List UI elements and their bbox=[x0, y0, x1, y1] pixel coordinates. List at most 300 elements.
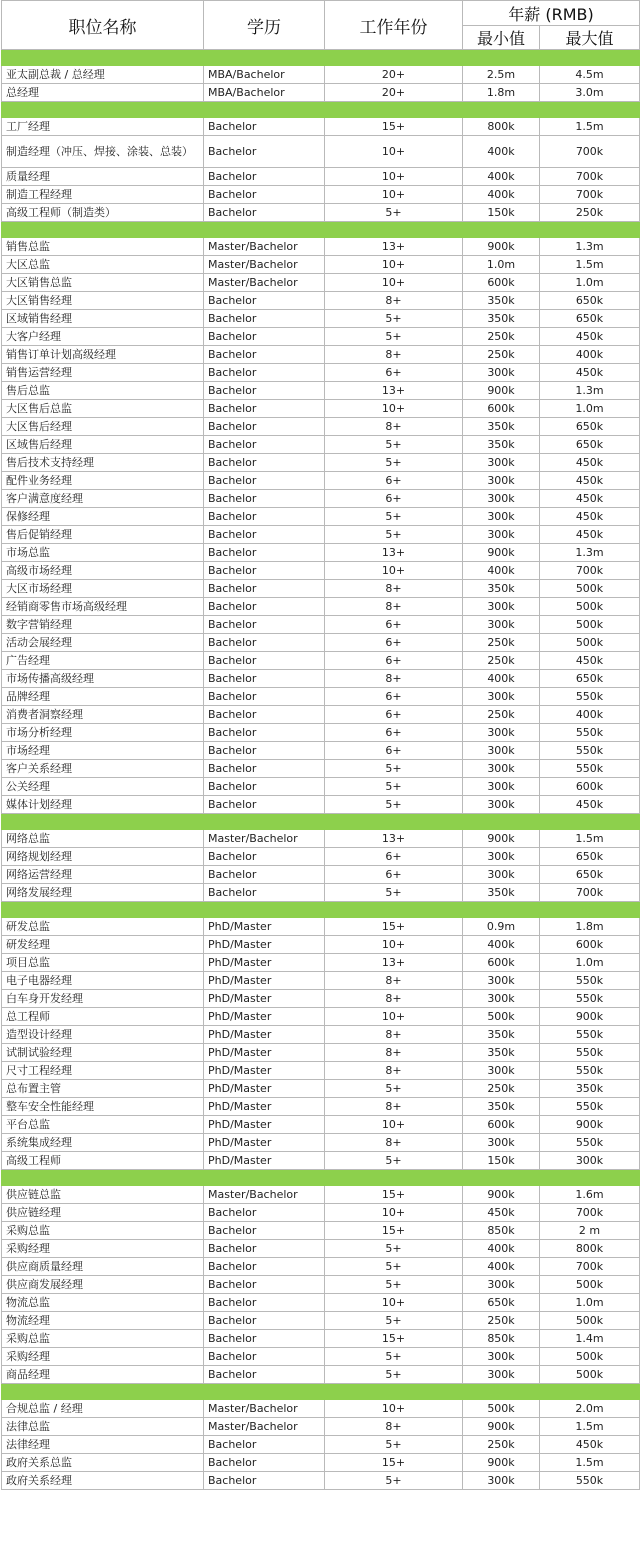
education-cell: Bachelor bbox=[204, 1276, 325, 1294]
min-salary-cell: 250k bbox=[463, 652, 540, 670]
min-salary-cell: 600k bbox=[463, 954, 540, 972]
table-row bbox=[2, 1276, 640, 1294]
table-row bbox=[2, 1436, 640, 1454]
education-cell: PhD/Master bbox=[204, 1026, 325, 1044]
table-row bbox=[2, 454, 640, 472]
years-cell: 6+ bbox=[325, 472, 463, 490]
position-cell: 采购总监 bbox=[2, 1222, 204, 1240]
min-salary-cell: 250k bbox=[463, 346, 540, 364]
position-cell: 商品经理 bbox=[2, 1366, 204, 1384]
position-cell: 供应链经理 bbox=[2, 1204, 204, 1222]
table-row bbox=[2, 866, 640, 884]
education-cell: Master/Bachelor bbox=[204, 274, 325, 292]
min-salary-cell: 0.9m bbox=[463, 918, 540, 936]
table-row bbox=[2, 436, 640, 454]
header-years: 工作年份 bbox=[325, 1, 463, 50]
education-cell: Bachelor bbox=[204, 1436, 325, 1454]
education-cell: Bachelor bbox=[204, 1454, 325, 1472]
years-cell: 5+ bbox=[325, 778, 463, 796]
max-salary-cell: 1.5m bbox=[540, 1454, 640, 1472]
min-salary-cell: 150k bbox=[463, 1152, 540, 1170]
table-row bbox=[2, 1454, 640, 1472]
position-cell: 总工程师 bbox=[2, 1008, 204, 1026]
position-cell: 广告经理 bbox=[2, 652, 204, 670]
table-row bbox=[2, 742, 640, 760]
table-row bbox=[2, 706, 640, 724]
max-salary-cell: 700k bbox=[540, 186, 640, 204]
min-salary-cell: 400k bbox=[463, 186, 540, 204]
max-salary-cell: 700k bbox=[540, 562, 640, 580]
position-cell: 品牌经理 bbox=[2, 688, 204, 706]
position-cell: 政府关系总监 bbox=[2, 1454, 204, 1472]
table-row bbox=[2, 472, 640, 490]
years-cell: 8+ bbox=[325, 670, 463, 688]
years-cell: 5+ bbox=[325, 1366, 463, 1384]
position-cell: 高级工程师（制造类） bbox=[2, 204, 204, 222]
education-cell: Master/Bachelor bbox=[204, 1186, 325, 1204]
education-cell: Bachelor bbox=[204, 544, 325, 562]
max-salary-cell: 1.0m bbox=[540, 274, 640, 292]
table-row bbox=[2, 204, 640, 222]
position-cell: 系统集成经理 bbox=[2, 1134, 204, 1152]
max-salary-cell: 550k bbox=[540, 990, 640, 1008]
years-cell: 5+ bbox=[325, 526, 463, 544]
max-salary-cell: 400k bbox=[540, 346, 640, 364]
max-salary-cell: 700k bbox=[540, 136, 640, 168]
min-salary-cell: 350k bbox=[463, 580, 540, 598]
position-cell: 供应商质量经理 bbox=[2, 1258, 204, 1276]
education-cell: Master/Bachelor bbox=[204, 830, 325, 848]
education-cell: Bachelor bbox=[204, 136, 325, 168]
header-min: 最小值 bbox=[463, 26, 540, 50]
years-cell: 8+ bbox=[325, 418, 463, 436]
table-row bbox=[2, 66, 640, 84]
position-cell: 整车安全性能经理 bbox=[2, 1098, 204, 1116]
years-cell: 10+ bbox=[325, 562, 463, 580]
education-cell: Bachelor bbox=[204, 472, 325, 490]
table-row bbox=[2, 1240, 640, 1258]
years-cell: 6+ bbox=[325, 364, 463, 382]
years-cell: 8+ bbox=[325, 1134, 463, 1152]
position-cell: 市场分析经理 bbox=[2, 724, 204, 742]
position-cell: 网络发展经理 bbox=[2, 884, 204, 902]
education-cell: PhD/Master bbox=[204, 972, 325, 990]
max-salary-cell: 500k bbox=[540, 1366, 640, 1384]
education-cell: Bachelor bbox=[204, 436, 325, 454]
max-salary-cell: 550k bbox=[540, 1044, 640, 1062]
years-cell: 6+ bbox=[325, 724, 463, 742]
min-salary-cell: 300k bbox=[463, 472, 540, 490]
header-salary: 年薪 (RMB) bbox=[463, 1, 640, 26]
position-cell: 大区市场经理 bbox=[2, 580, 204, 598]
education-cell: Bachelor bbox=[204, 1312, 325, 1330]
years-cell: 5+ bbox=[325, 1436, 463, 1454]
max-salary-cell: 700k bbox=[540, 168, 640, 186]
table-row bbox=[2, 1312, 640, 1330]
max-salary-cell: 500k bbox=[540, 598, 640, 616]
min-salary-cell: 600k bbox=[463, 400, 540, 418]
min-salary-cell: 300k bbox=[463, 508, 540, 526]
education-cell: Bachelor bbox=[204, 634, 325, 652]
min-salary-cell: 500k bbox=[463, 1400, 540, 1418]
years-cell: 5+ bbox=[325, 1472, 463, 1490]
education-cell: PhD/Master bbox=[204, 1116, 325, 1134]
education-cell: Bachelor bbox=[204, 400, 325, 418]
years-cell: 6+ bbox=[325, 652, 463, 670]
education-cell: Bachelor bbox=[204, 1204, 325, 1222]
years-cell: 6+ bbox=[325, 848, 463, 866]
max-salary-cell: 550k bbox=[540, 1026, 640, 1044]
position-cell: 高级工程师 bbox=[2, 1152, 204, 1170]
position-cell: 政府关系经理 bbox=[2, 1472, 204, 1490]
education-cell: Bachelor bbox=[204, 168, 325, 186]
min-salary-cell: 400k bbox=[463, 562, 540, 580]
max-salary-cell: 450k bbox=[540, 328, 640, 346]
max-salary-cell: 550k bbox=[540, 724, 640, 742]
max-salary-cell: 1.4m bbox=[540, 1330, 640, 1348]
section-divider bbox=[2, 102, 640, 118]
min-salary-cell: 300k bbox=[463, 598, 540, 616]
max-salary-cell: 650k bbox=[540, 848, 640, 866]
years-cell: 10+ bbox=[325, 1116, 463, 1134]
table-row bbox=[2, 1062, 640, 1080]
min-salary-cell: 900k bbox=[463, 830, 540, 848]
table-row bbox=[2, 1258, 640, 1276]
education-cell: Bachelor bbox=[204, 526, 325, 544]
max-salary-cell: 3.0m bbox=[540, 84, 640, 102]
max-salary-cell: 650k bbox=[540, 670, 640, 688]
years-cell: 13+ bbox=[325, 830, 463, 848]
position-cell: 平台总监 bbox=[2, 1116, 204, 1134]
table-row bbox=[2, 328, 640, 346]
max-salary-cell: 450k bbox=[540, 1436, 640, 1454]
max-salary-cell: 450k bbox=[540, 490, 640, 508]
position-cell: 网络运营经理 bbox=[2, 866, 204, 884]
education-cell: Bachelor bbox=[204, 688, 325, 706]
min-salary-cell: 650k bbox=[463, 1294, 540, 1312]
max-salary-cell: 500k bbox=[540, 616, 640, 634]
education-cell: Bachelor bbox=[204, 562, 325, 580]
max-salary-cell: 1.3m bbox=[540, 382, 640, 400]
position-cell: 区域销售经理 bbox=[2, 310, 204, 328]
years-cell: 5+ bbox=[325, 454, 463, 472]
education-cell: Bachelor bbox=[204, 454, 325, 472]
position-cell: 售后促销经理 bbox=[2, 526, 204, 544]
education-cell: Master/Bachelor bbox=[204, 238, 325, 256]
education-cell: Bachelor bbox=[204, 418, 325, 436]
position-cell: 物流总监 bbox=[2, 1294, 204, 1312]
years-cell: 5+ bbox=[325, 328, 463, 346]
years-cell: 8+ bbox=[325, 1044, 463, 1062]
min-salary-cell: 300k bbox=[463, 796, 540, 814]
min-salary-cell: 300k bbox=[463, 848, 540, 866]
table-row bbox=[2, 972, 640, 990]
min-salary-cell: 300k bbox=[463, 616, 540, 634]
min-salary-cell: 300k bbox=[463, 1276, 540, 1294]
education-cell: Bachelor bbox=[204, 652, 325, 670]
position-cell: 市场总监 bbox=[2, 544, 204, 562]
section-divider-bar bbox=[2, 1384, 640, 1400]
min-salary-cell: 400k bbox=[463, 1258, 540, 1276]
years-cell: 5+ bbox=[325, 1240, 463, 1258]
table-row bbox=[2, 1294, 640, 1312]
table-row bbox=[2, 1418, 640, 1436]
years-cell: 6+ bbox=[325, 634, 463, 652]
position-cell: 数字营销经理 bbox=[2, 616, 204, 634]
position-cell: 活动会展经理 bbox=[2, 634, 204, 652]
max-salary-cell: 2.0m bbox=[540, 1400, 640, 1418]
section-divider bbox=[2, 1384, 640, 1400]
table-row bbox=[2, 848, 640, 866]
max-salary-cell: 450k bbox=[540, 526, 640, 544]
years-cell: 10+ bbox=[325, 136, 463, 168]
min-salary-cell: 500k bbox=[463, 1008, 540, 1026]
table-row bbox=[2, 1204, 640, 1222]
education-cell: Bachelor bbox=[204, 616, 325, 634]
position-cell: 工厂经理 bbox=[2, 118, 204, 136]
table-row bbox=[2, 1400, 640, 1418]
education-cell: Bachelor bbox=[204, 1222, 325, 1240]
table-row bbox=[2, 136, 640, 168]
position-cell: 法律经理 bbox=[2, 1436, 204, 1454]
min-salary-cell: 300k bbox=[463, 1134, 540, 1152]
years-cell: 8+ bbox=[325, 1026, 463, 1044]
table-row bbox=[2, 1116, 640, 1134]
max-salary-cell: 1.8m bbox=[540, 918, 640, 936]
years-cell: 5+ bbox=[325, 1258, 463, 1276]
min-salary-cell: 300k bbox=[463, 454, 540, 472]
section-divider bbox=[2, 902, 640, 918]
table-row bbox=[2, 1222, 640, 1240]
position-cell: 大区售后总监 bbox=[2, 400, 204, 418]
education-cell: Bachelor bbox=[204, 884, 325, 902]
education-cell: Bachelor bbox=[204, 204, 325, 222]
min-salary-cell: 300k bbox=[463, 990, 540, 1008]
position-cell: 售后技术支持经理 bbox=[2, 454, 204, 472]
education-cell: Bachelor bbox=[204, 118, 325, 136]
years-cell: 8+ bbox=[325, 598, 463, 616]
table-row bbox=[2, 580, 640, 598]
max-salary-cell: 1.3m bbox=[540, 238, 640, 256]
max-salary-cell: 800k bbox=[540, 1240, 640, 1258]
max-salary-cell: 4.5m bbox=[540, 66, 640, 84]
position-cell: 大区销售总监 bbox=[2, 274, 204, 292]
min-salary-cell: 350k bbox=[463, 292, 540, 310]
max-salary-cell: 550k bbox=[540, 1062, 640, 1080]
min-salary-cell: 900k bbox=[463, 1186, 540, 1204]
position-cell: 总布置主管 bbox=[2, 1080, 204, 1098]
min-salary-cell: 150k bbox=[463, 204, 540, 222]
max-salary-cell: 650k bbox=[540, 310, 640, 328]
education-cell: PhD/Master bbox=[204, 1098, 325, 1116]
position-cell: 造型设计经理 bbox=[2, 1026, 204, 1044]
position-cell: 大客户经理 bbox=[2, 328, 204, 346]
years-cell: 10+ bbox=[325, 936, 463, 954]
table-row bbox=[2, 634, 640, 652]
education-cell: Bachelor bbox=[204, 346, 325, 364]
position-cell: 客户关系经理 bbox=[2, 760, 204, 778]
years-cell: 5+ bbox=[325, 796, 463, 814]
position-cell: 采购经理 bbox=[2, 1348, 204, 1366]
min-salary-cell: 400k bbox=[463, 136, 540, 168]
min-salary-cell: 900k bbox=[463, 238, 540, 256]
min-salary-cell: 300k bbox=[463, 778, 540, 796]
education-cell: Master/Bachelor bbox=[204, 1418, 325, 1436]
section-divider bbox=[2, 222, 640, 238]
table-row bbox=[2, 954, 640, 972]
position-cell: 市场传播高级经理 bbox=[2, 670, 204, 688]
position-cell: 大区销售经理 bbox=[2, 292, 204, 310]
years-cell: 13+ bbox=[325, 238, 463, 256]
section-divider-bar bbox=[2, 902, 640, 918]
education-cell: PhD/Master bbox=[204, 918, 325, 936]
max-salary-cell: 1.0m bbox=[540, 954, 640, 972]
table-row bbox=[2, 724, 640, 742]
position-cell: 研发经理 bbox=[2, 936, 204, 954]
max-salary-cell: 700k bbox=[540, 1258, 640, 1276]
years-cell: 15+ bbox=[325, 1222, 463, 1240]
min-salary-cell: 350k bbox=[463, 884, 540, 902]
years-cell: 10+ bbox=[325, 400, 463, 418]
salary-table bbox=[1, 0, 640, 1490]
position-cell: 市场经理 bbox=[2, 742, 204, 760]
education-cell: Bachelor bbox=[204, 778, 325, 796]
years-cell: 13+ bbox=[325, 544, 463, 562]
table-row bbox=[2, 1186, 640, 1204]
years-cell: 10+ bbox=[325, 1294, 463, 1312]
education-cell: Bachelor bbox=[204, 866, 325, 884]
education-cell: MBA/Bachelor bbox=[204, 66, 325, 84]
table-row bbox=[2, 936, 640, 954]
position-cell: 采购经理 bbox=[2, 1240, 204, 1258]
position-cell: 网络规划经理 bbox=[2, 848, 204, 866]
position-cell: 研发总监 bbox=[2, 918, 204, 936]
years-cell: 6+ bbox=[325, 866, 463, 884]
education-cell: PhD/Master bbox=[204, 990, 325, 1008]
education-cell: Bachelor bbox=[204, 796, 325, 814]
max-salary-cell: 600k bbox=[540, 778, 640, 796]
years-cell: 5+ bbox=[325, 1312, 463, 1330]
education-cell: Master/Bachelor bbox=[204, 1400, 325, 1418]
table-row bbox=[2, 616, 640, 634]
years-cell: 10+ bbox=[325, 168, 463, 186]
position-cell: 配件业务经理 bbox=[2, 472, 204, 490]
years-cell: 10+ bbox=[325, 1400, 463, 1418]
max-salary-cell: 900k bbox=[540, 1008, 640, 1026]
max-salary-cell: 550k bbox=[540, 688, 640, 706]
education-cell: Bachelor bbox=[204, 1240, 325, 1258]
years-cell: 20+ bbox=[325, 66, 463, 84]
max-salary-cell: 1.0m bbox=[540, 1294, 640, 1312]
position-cell: 销售订单计划高级经理 bbox=[2, 346, 204, 364]
min-salary-cell: 900k bbox=[463, 1454, 540, 1472]
years-cell: 6+ bbox=[325, 706, 463, 724]
years-cell: 6+ bbox=[325, 616, 463, 634]
years-cell: 5+ bbox=[325, 1080, 463, 1098]
max-salary-cell: 1.5m bbox=[540, 118, 640, 136]
education-cell: Bachelor bbox=[204, 508, 325, 526]
max-salary-cell: 550k bbox=[540, 1098, 640, 1116]
min-salary-cell: 1.0m bbox=[463, 256, 540, 274]
position-cell: 消费者洞察经理 bbox=[2, 706, 204, 724]
table-row bbox=[2, 274, 640, 292]
years-cell: 10+ bbox=[325, 186, 463, 204]
max-salary-cell: 500k bbox=[540, 1312, 640, 1330]
years-cell: 5+ bbox=[325, 1152, 463, 1170]
min-salary-cell: 350k bbox=[463, 1098, 540, 1116]
years-cell: 15+ bbox=[325, 1454, 463, 1472]
table-row bbox=[2, 84, 640, 102]
max-salary-cell: 1.5m bbox=[540, 256, 640, 274]
years-cell: 10+ bbox=[325, 274, 463, 292]
max-salary-cell: 550k bbox=[540, 1134, 640, 1152]
years-cell: 6+ bbox=[325, 490, 463, 508]
max-salary-cell: 250k bbox=[540, 204, 640, 222]
header-position: 职位名称 bbox=[2, 1, 204, 50]
min-salary-cell: 900k bbox=[463, 1418, 540, 1436]
table-row bbox=[2, 562, 640, 580]
table-row bbox=[2, 1348, 640, 1366]
years-cell: 8+ bbox=[325, 1418, 463, 1436]
table-row bbox=[2, 400, 640, 418]
table-row bbox=[2, 490, 640, 508]
min-salary-cell: 300k bbox=[463, 760, 540, 778]
min-salary-cell: 450k bbox=[463, 1204, 540, 1222]
years-cell: 8+ bbox=[325, 346, 463, 364]
position-cell: 销售总监 bbox=[2, 238, 204, 256]
max-salary-cell: 700k bbox=[540, 1204, 640, 1222]
position-cell: 供应链总监 bbox=[2, 1186, 204, 1204]
education-cell: Bachelor bbox=[204, 598, 325, 616]
table-row bbox=[2, 186, 640, 204]
education-cell: Bachelor bbox=[204, 742, 325, 760]
max-salary-cell: 1.5m bbox=[540, 830, 640, 848]
table-row bbox=[2, 884, 640, 902]
table-row bbox=[2, 1152, 640, 1170]
years-cell: 10+ bbox=[325, 1204, 463, 1222]
education-cell: Bachelor bbox=[204, 292, 325, 310]
years-cell: 5+ bbox=[325, 884, 463, 902]
position-cell: 经销商零售市场高级经理 bbox=[2, 598, 204, 616]
min-salary-cell: 850k bbox=[463, 1222, 540, 1240]
max-salary-cell: 700k bbox=[540, 884, 640, 902]
min-salary-cell: 300k bbox=[463, 1348, 540, 1366]
max-salary-cell: 500k bbox=[540, 634, 640, 652]
section-divider bbox=[2, 1170, 640, 1186]
education-cell: Bachelor bbox=[204, 310, 325, 328]
position-cell: 电子电器经理 bbox=[2, 972, 204, 990]
position-cell: 保修经理 bbox=[2, 508, 204, 526]
position-cell: 销售运营经理 bbox=[2, 364, 204, 382]
table-row bbox=[2, 1098, 640, 1116]
table-row bbox=[2, 1008, 640, 1026]
table-body bbox=[2, 50, 640, 1490]
table-row bbox=[2, 1026, 640, 1044]
min-salary-cell: 300k bbox=[463, 1062, 540, 1080]
max-salary-cell: 450k bbox=[540, 508, 640, 526]
table-row bbox=[2, 1366, 640, 1384]
table-header bbox=[2, 1, 640, 50]
position-cell: 质量经理 bbox=[2, 168, 204, 186]
min-salary-cell: 800k bbox=[463, 118, 540, 136]
max-salary-cell: 450k bbox=[540, 796, 640, 814]
years-cell: 5+ bbox=[325, 1348, 463, 1366]
years-cell: 8+ bbox=[325, 1098, 463, 1116]
education-cell: MBA/Bachelor bbox=[204, 84, 325, 102]
table-row bbox=[2, 310, 640, 328]
table-row bbox=[2, 346, 640, 364]
position-cell: 白车身开发经理 bbox=[2, 990, 204, 1008]
